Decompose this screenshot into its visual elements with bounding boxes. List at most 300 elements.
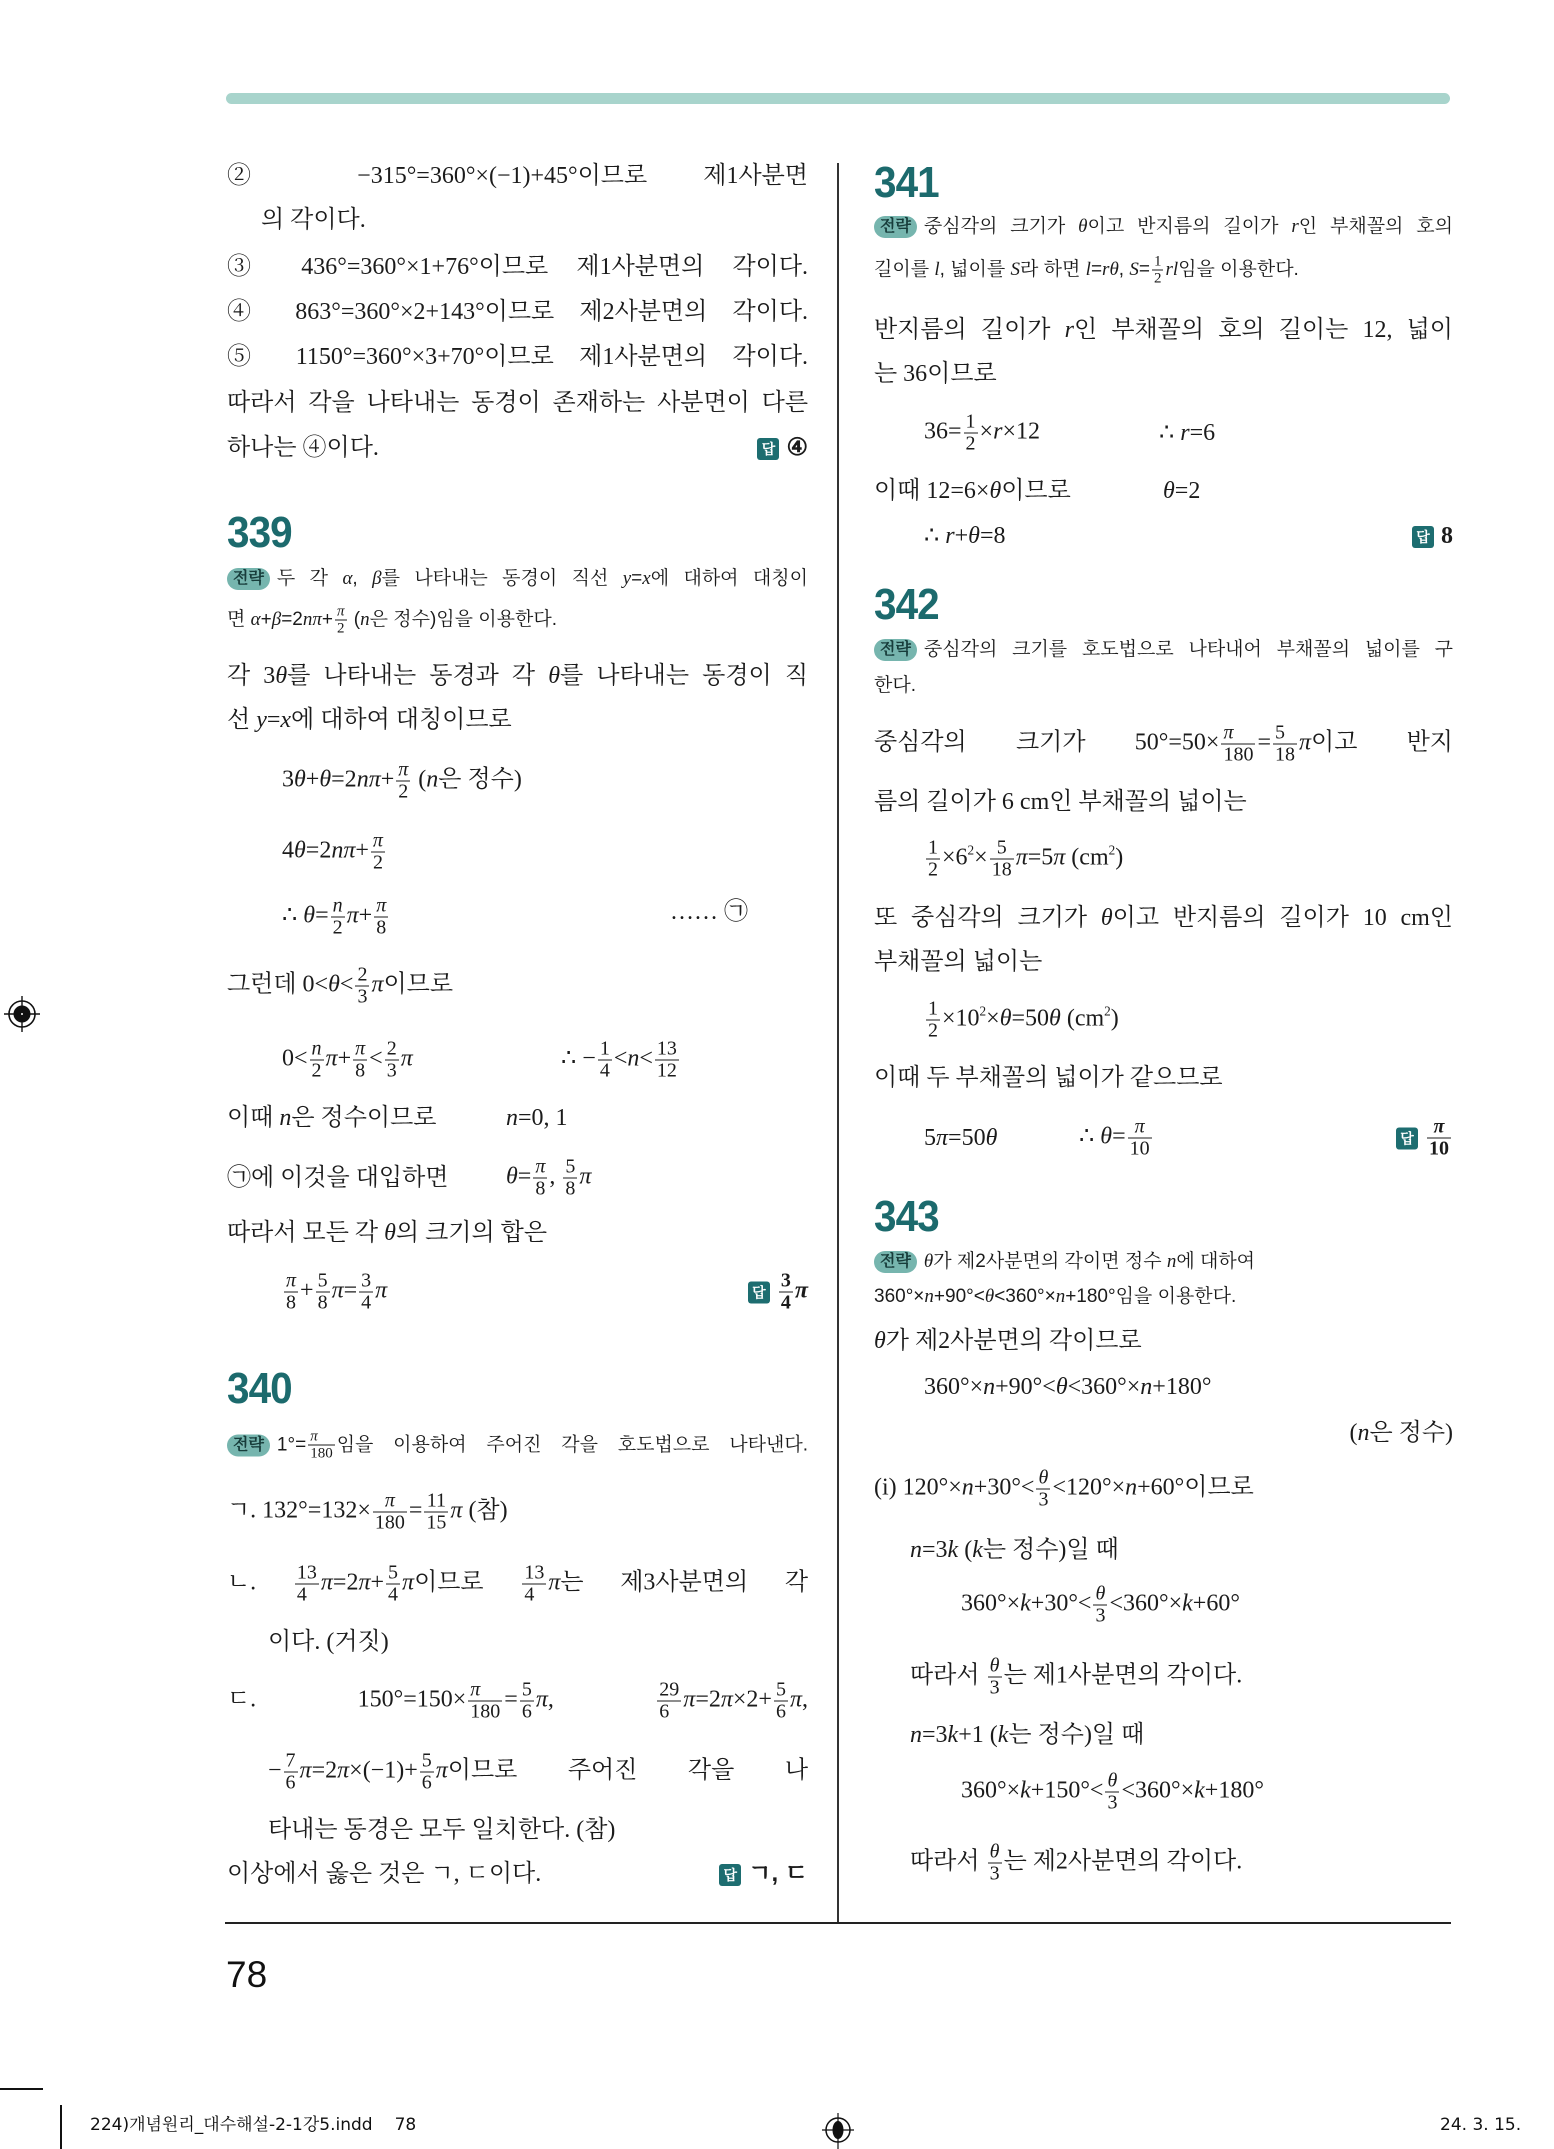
equation-line xyxy=(961,1584,1453,1627)
fraction-denominator: 2 xyxy=(337,620,345,637)
fraction-denominator: 3 xyxy=(1038,1488,1049,1511)
solution-line xyxy=(268,1815,808,1845)
fraction-numerator: 5 xyxy=(990,838,1014,860)
text-run: =2 xyxy=(311,1757,338,1784)
math-variable: π xyxy=(936,1125,949,1151)
file-page: 78 xyxy=(394,2115,417,2135)
answer-badge: 답 xyxy=(757,438,779,460)
fraction-denominator: 2 xyxy=(332,916,343,939)
math-variable: θ xyxy=(923,1251,934,1272)
solution-line xyxy=(268,1751,808,1794)
math-variable: k xyxy=(1182,1590,1193,1617)
registration-mark-icon xyxy=(818,2108,858,2149)
solution-line xyxy=(227,297,808,327)
text-run: ( xyxy=(348,609,361,631)
fraction xyxy=(520,1680,534,1723)
fraction-denominator: 4 xyxy=(296,1583,307,1606)
answer xyxy=(719,1859,808,1889)
equation-result xyxy=(1159,418,1453,448)
math-variable: n xyxy=(924,1286,934,1307)
text-run: ∴ xyxy=(1079,1123,1101,1150)
text-run: + xyxy=(337,1045,352,1072)
text-run: + xyxy=(300,1277,314,1304)
answer-value xyxy=(786,435,808,461)
fraction xyxy=(308,1429,335,1462)
strategy-badge: 전략 xyxy=(874,1251,917,1273)
fraction-numerator: 5 xyxy=(317,1269,328,1292)
math-variable: S xyxy=(1129,259,1139,281)
fraction xyxy=(385,1039,399,1082)
case-line xyxy=(910,1535,1453,1565)
fraction xyxy=(331,896,345,939)
text-run: , xyxy=(802,1686,808,1713)
solution-line xyxy=(227,1218,808,1248)
math-variable: θ xyxy=(968,523,980,549)
math-variable: n xyxy=(1140,1374,1153,1400)
footer-rule xyxy=(225,1922,1451,1924)
text-run: = xyxy=(1112,1123,1126,1150)
text-run: ㄱ, ㄷ xyxy=(748,1860,808,1887)
fraction-numerator: 3 xyxy=(780,1269,791,1292)
text-run: 각 3 xyxy=(227,663,276,689)
text-run: 이므로 xyxy=(383,971,454,998)
fraction-denominator: 2 xyxy=(398,780,409,803)
text-run: +180° xyxy=(1152,1374,1212,1400)
fraction-numerator: π xyxy=(1128,1117,1152,1139)
text-run: 이고 반지름의 길이가 10 cm인 xyxy=(1112,905,1453,931)
solution-line xyxy=(227,252,808,282)
fraction-numerator: θ xyxy=(988,1842,1002,1864)
fraction-numerator: 11 xyxy=(424,1491,448,1513)
math-variable: x xyxy=(280,707,292,733)
solution-line xyxy=(227,705,808,735)
math-variable: π xyxy=(402,1569,415,1596)
fraction-numerator: 1 xyxy=(965,410,976,433)
fraction xyxy=(424,1491,448,1534)
text-run: 가 제2사분면의 각이므로 xyxy=(885,1328,1142,1354)
text-run: 따라서 xyxy=(910,1662,986,1689)
equation-line xyxy=(282,760,808,803)
text-run: +150°< xyxy=(1030,1777,1104,1804)
solution-line xyxy=(874,947,1453,977)
text-run: +180° xyxy=(1204,1777,1264,1804)
text-run: 에 대하여 xyxy=(1176,1251,1256,1272)
fraction-denominator: 2 xyxy=(1153,270,1162,287)
math-variable: π xyxy=(1298,729,1312,756)
text-run: 이때 xyxy=(227,1105,280,1131)
fraction xyxy=(1036,1468,1050,1511)
text-run: < xyxy=(613,1045,628,1072)
text-run: +60° xyxy=(1192,1590,1240,1617)
math-variable: r xyxy=(993,418,1003,445)
fraction-denominator: 6 xyxy=(775,1700,786,1723)
text-run: 그런데 0< xyxy=(227,971,329,998)
math-variable: θ xyxy=(984,1286,995,1307)
solution-line xyxy=(268,1627,808,1657)
fraction-denominator: 6 xyxy=(285,1771,296,1794)
text-run: = xyxy=(1257,729,1271,756)
text-run: =2 xyxy=(305,837,332,864)
math-variable: π xyxy=(400,1045,413,1072)
math-variable: k xyxy=(1194,1777,1205,1804)
math-variable: α xyxy=(342,568,353,589)
fraction-denominator: 8 xyxy=(535,1177,546,1200)
math-variable: n xyxy=(627,1045,640,1072)
problem-number: 340 xyxy=(227,1364,292,1413)
math-variable: π xyxy=(435,1757,448,1784)
superscript: 2 xyxy=(1104,1003,1111,1019)
fraction-denominator: 12 xyxy=(656,1059,677,1082)
math-variable: π xyxy=(346,902,359,929)
fraction-denominator: 3 xyxy=(357,985,368,1008)
text-run: 360°× xyxy=(961,1777,1021,1804)
text-run: ×12 xyxy=(1002,418,1040,445)
fraction-numerator: 5 xyxy=(421,1749,432,1772)
math-variable: π xyxy=(1015,844,1028,871)
text-run: =2 xyxy=(695,1686,721,1713)
fraction-numerator: π xyxy=(373,1491,407,1513)
text-run: ∴ xyxy=(282,902,304,929)
text-run: ( xyxy=(1349,1420,1358,1446)
fraction xyxy=(295,1563,319,1606)
math-variable: n xyxy=(910,1537,922,1563)
strategy-line xyxy=(874,637,1453,663)
fraction-numerator: π xyxy=(372,829,383,852)
superscript: 2 xyxy=(1108,842,1116,858)
text-run: =2 xyxy=(1174,478,1201,504)
math-variable: n xyxy=(506,1105,518,1131)
solution-line xyxy=(227,965,808,1008)
text-run: =3 xyxy=(922,1537,948,1563)
text-run: 은 정수이므로 xyxy=(291,1105,437,1131)
fraction xyxy=(1128,1117,1152,1160)
text-run: 이상에서 옳은 것은 ㄱ, ㄷ이다. xyxy=(227,1861,542,1887)
math-variable: n xyxy=(279,1105,292,1131)
text-run: <360°× xyxy=(1067,1374,1141,1400)
text-run: × xyxy=(986,1005,1000,1032)
case-line xyxy=(874,1468,1453,1511)
text-run: × xyxy=(979,418,994,445)
math-variable: θ xyxy=(294,766,306,793)
fraction-numerator: π xyxy=(468,1680,502,1702)
strategy-badge: 전략 xyxy=(874,639,917,661)
math-variable: π xyxy=(331,1277,344,1304)
fraction-denominator: 3 xyxy=(1095,1604,1106,1627)
math-variable: n xyxy=(426,766,439,793)
math-variable: α xyxy=(250,609,261,631)
text-run: − xyxy=(268,1757,282,1784)
fraction xyxy=(1093,1584,1107,1627)
fraction xyxy=(774,1680,788,1723)
math-variable: θ xyxy=(548,663,561,689)
math-variable: θ xyxy=(275,663,288,689)
column-divider xyxy=(837,163,839,1923)
fraction-denominator: 2 xyxy=(372,851,383,874)
math-variable: n xyxy=(1357,1420,1370,1446)
fraction-denominator: 180 xyxy=(374,1511,405,1534)
math-variable: n xyxy=(910,1722,922,1748)
fraction-numerator: 2 xyxy=(386,1037,397,1060)
fraction-denominator: 10 xyxy=(1129,1137,1150,1160)
math-variable: π xyxy=(720,1686,733,1713)
fraction-denominator: 8 xyxy=(355,1059,366,1082)
text-run: 360°× xyxy=(961,1590,1021,1617)
fraction-denominator: 180 xyxy=(310,1445,333,1462)
fraction-numerator: π xyxy=(337,603,345,620)
math-variable: π xyxy=(320,1569,333,1596)
math-variable: θ xyxy=(999,1005,1012,1032)
fraction xyxy=(335,604,347,637)
text-run: × xyxy=(974,844,988,871)
text-run: ④ xyxy=(786,435,808,461)
text-run: < xyxy=(339,971,354,998)
text-run: 의 각이다. xyxy=(261,207,366,233)
text-run: <360°× xyxy=(1121,1777,1195,1804)
math-variable: k xyxy=(947,1722,959,1748)
text-run: ×10 xyxy=(942,1005,980,1032)
math-variable: k xyxy=(1020,1777,1031,1804)
fraction-denominator: 2 xyxy=(965,432,976,455)
answer-value xyxy=(777,1269,808,1314)
fraction xyxy=(1105,1771,1119,1814)
fraction-denominator: 3 xyxy=(386,1059,397,1082)
fraction xyxy=(310,1039,324,1082)
text-run: 는 정수)일 때 xyxy=(982,1537,1119,1563)
text-run: 중심각의 크기를 호도법으로 나타내어 부채꼴의 넓이를 구 xyxy=(923,639,1453,660)
fraction-denominator: 3 xyxy=(989,1676,1000,1699)
text-run: = xyxy=(631,568,643,589)
text-run: < xyxy=(639,1045,653,1072)
strategy-text xyxy=(924,216,1453,237)
fraction-numerator: 7 xyxy=(285,1749,296,1772)
fraction-denominator: 18 xyxy=(1274,743,1295,766)
text-run: 를 나타내는 동경과 각 xyxy=(287,663,549,689)
text-run: =5 xyxy=(1027,844,1054,871)
fraction-denominator: 3 xyxy=(1107,1791,1118,1814)
math-variable: π xyxy=(337,1757,350,1784)
text-run: ∴ xyxy=(924,523,946,549)
text-run: ㉠에 이것을 대입하면 xyxy=(227,1165,449,1191)
fraction-numerator: π xyxy=(286,1269,297,1292)
fraction xyxy=(655,1039,679,1082)
math-variable: rθ xyxy=(1102,259,1119,281)
solution-line xyxy=(874,315,1453,345)
math-variable: θ xyxy=(294,837,306,864)
text-run: 5 xyxy=(924,1125,936,1151)
text-run: = xyxy=(504,1686,518,1713)
text-run: = xyxy=(266,707,281,733)
fraction xyxy=(533,1157,547,1200)
fraction-numerator: 5 xyxy=(1273,723,1297,745)
text-run: +30°< xyxy=(973,1474,1035,1501)
text-run: 의 크기의 합은 xyxy=(395,1220,548,1246)
fraction-denominator: 10 xyxy=(1429,1137,1449,1160)
math-variable: nπ xyxy=(331,837,356,864)
text-run: …… ㉠ xyxy=(670,899,748,925)
footer-file-info xyxy=(90,2114,416,2136)
text-run: + xyxy=(358,902,373,929)
fraction xyxy=(926,999,940,1042)
fraction xyxy=(386,1563,400,1606)
fraction xyxy=(420,1751,434,1794)
equation-result xyxy=(1163,476,1453,506)
text-run: =50 xyxy=(1011,1005,1050,1032)
text-run: +60°이므로 xyxy=(1137,1474,1254,1501)
fraction-numerator: n xyxy=(311,1037,322,1060)
text-run: 이므로 주어진 각을 나 xyxy=(447,1757,808,1784)
strategy-line xyxy=(227,604,808,637)
text-run: 따라서 모든 각 xyxy=(227,1220,385,1246)
text-run: =2 xyxy=(332,1569,359,1596)
fraction-numerator: 13 xyxy=(656,1037,677,1060)
math-variable: θ xyxy=(319,766,332,793)
text-run: ( xyxy=(958,1537,973,1563)
text-run: 임을 이용하여 주어진 각을 호도법으로 나타낸다. xyxy=(336,1434,808,1456)
fraction-denominator: 4 xyxy=(780,1291,791,1314)
math-variable: π xyxy=(789,1686,802,1713)
text-run: ×2+ xyxy=(732,1686,772,1713)
strategy-badge: 전략 xyxy=(227,568,270,590)
text-run: ㄴ. xyxy=(227,1569,293,1596)
text-run: 길이를 xyxy=(874,259,935,281)
fraction-denominator: 2 xyxy=(311,1059,322,1082)
answer-badge: 답 xyxy=(1396,1127,1418,1149)
fraction-denominator: 180 xyxy=(1223,743,1254,766)
text-run: = xyxy=(343,1277,358,1304)
text-run: ) xyxy=(1110,1005,1119,1032)
fraction-denominator: 4 xyxy=(524,1583,535,1606)
equation-line xyxy=(924,1372,1453,1402)
text-run: 는 36이므로 xyxy=(874,361,997,387)
text-run: 8 xyxy=(1441,523,1453,549)
text-run: ) xyxy=(1115,844,1124,871)
math-variable: nπ xyxy=(356,766,381,793)
equation-line xyxy=(961,1771,1453,1814)
solution-line xyxy=(874,1326,1453,1356)
text-run: = xyxy=(1090,259,1103,281)
text-run: <360°× xyxy=(1109,1590,1183,1617)
fraction-numerator: π xyxy=(1221,723,1255,745)
fraction-denominator: 8 xyxy=(317,1291,328,1314)
math-variable: θ xyxy=(303,902,316,929)
text-run: 은 정수)임을 이용한다. xyxy=(369,609,557,631)
math-variable: n xyxy=(1125,1474,1138,1501)
text-run: 36= xyxy=(924,418,962,445)
math-variable: S xyxy=(1010,259,1021,281)
text-run: 하나는 ④이다. xyxy=(227,435,379,461)
math-variable: n xyxy=(983,1374,996,1400)
text-run: 임을 이용한다. xyxy=(1178,259,1299,281)
math-variable: r xyxy=(945,523,955,549)
text-run: < xyxy=(369,1045,383,1072)
fraction xyxy=(988,1842,1002,1885)
text-run: +30°< xyxy=(1030,1590,1092,1617)
text-run: <120°× xyxy=(1052,1474,1126,1501)
text-run: ∴ − xyxy=(561,1045,596,1072)
fraction xyxy=(522,1563,546,1606)
math-variable: π xyxy=(358,1569,371,1596)
text-run: =8 xyxy=(979,523,1006,549)
case-line xyxy=(910,1720,1453,1750)
text-run: + xyxy=(260,609,272,631)
fraction-denominator: 180 xyxy=(470,1700,501,1723)
equation-result xyxy=(561,1039,808,1082)
text-run: ⑤ 1150°=360°×3+70°이므로 제1사분면의 각이다. xyxy=(227,344,808,370)
fraction xyxy=(563,1157,577,1200)
math-variable: θ xyxy=(1055,1374,1068,1400)
solution-line xyxy=(227,342,808,372)
solution-line xyxy=(910,1656,1453,1699)
text-run: 에 대하여 대칭이므로 xyxy=(291,707,512,733)
math-variable: θ xyxy=(328,971,340,998)
crop-mark xyxy=(0,2088,43,2090)
equation-line xyxy=(282,831,808,874)
superscript: 2 xyxy=(979,1003,987,1019)
text-run: ③ 436°=360°×1+76°이므로 제1사분면의 각이다. xyxy=(227,254,808,280)
text-run: ④ 863°=360°×2+143°이므로 제2사분면의 각이다. xyxy=(227,299,808,325)
fraction xyxy=(990,838,1014,881)
text-run: , xyxy=(1118,259,1130,281)
math-variable: l xyxy=(1085,259,1091,281)
fraction xyxy=(373,1491,407,1534)
equation-tag xyxy=(670,897,808,927)
fraction-numerator: 5 xyxy=(775,1678,786,1701)
fraction-numerator: n xyxy=(332,894,343,917)
equation-result xyxy=(506,1157,808,1200)
text-run: (i) 120°× xyxy=(874,1474,962,1501)
math-variable: n xyxy=(360,609,370,631)
text-run: ∴ xyxy=(1159,420,1181,446)
solution-line xyxy=(874,1063,1453,1093)
fraction-numerator: π xyxy=(535,1155,546,1178)
math-variable: θ xyxy=(1163,478,1175,504)
solution-line xyxy=(227,661,808,691)
answer-value xyxy=(1441,523,1453,549)
fraction-denominator: 2 xyxy=(928,858,938,881)
fraction-denominator: 2 xyxy=(928,1019,938,1042)
text-run: 은 정수) xyxy=(438,766,522,793)
math-variable: π xyxy=(683,1686,696,1713)
text-run: <360°× xyxy=(994,1286,1056,1307)
text-run: +90°< xyxy=(933,1286,985,1307)
math-variable: π xyxy=(450,1497,463,1524)
strategy-text xyxy=(924,639,1453,660)
text-run: 4 xyxy=(282,837,294,864)
strategy-text xyxy=(277,568,808,589)
text-run: (cm xyxy=(1065,844,1109,871)
text-run: ② −315°=360°×(−1)+45°이므로 제1사분면 xyxy=(227,163,808,189)
text-run: 는 제2사분면의 각이다. xyxy=(1003,1848,1243,1875)
solution-line xyxy=(227,1680,808,1723)
fraction-numerator: θ xyxy=(1105,1771,1119,1793)
answer-badge: 답 xyxy=(1412,526,1434,548)
solution-line xyxy=(227,1491,808,1534)
strategy-line xyxy=(227,1429,808,1462)
math-variable: k xyxy=(947,1537,959,1563)
math-variable: θ xyxy=(874,1328,886,1354)
math-variable: π xyxy=(1053,844,1066,871)
math-variable: r xyxy=(1291,216,1299,237)
text-run: 는 제3사분면의 각 xyxy=(560,1569,808,1596)
text-run: ㄱ. 132°=132× xyxy=(227,1497,371,1524)
strategy-line xyxy=(874,214,1453,240)
text-run: =6 xyxy=(1189,420,1216,446)
text-run: 따라서 xyxy=(910,1848,986,1875)
math-variable: π xyxy=(299,1757,312,1784)
fraction-denominator: 8 xyxy=(565,1177,576,1200)
fraction xyxy=(284,1751,298,1794)
math-variable: nπ xyxy=(302,609,322,631)
